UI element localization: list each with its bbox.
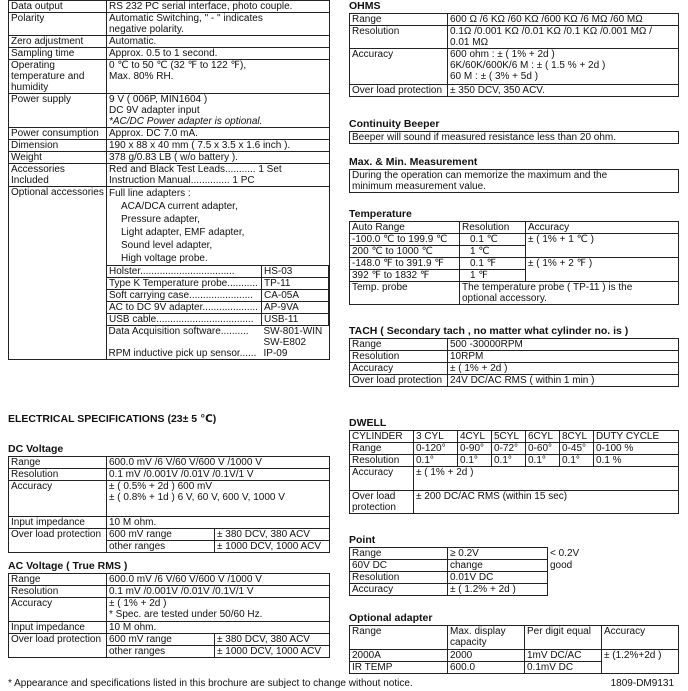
accessory-name: Holster..................................	[107, 266, 262, 278]
ac-range-value: 600.0 mV /6 V/60 V/600 V /1000 V	[107, 574, 330, 586]
spec-value-line: 9 V ( 006P, MIN1604 )	[109, 94, 208, 105]
spec-value	[107, 94, 330, 128]
spec-value	[107, 48, 330, 60]
temp-resolution: 1 ℃	[460, 246, 526, 258]
spec-row	[9, 1, 330, 13]
temperature-section	[349, 208, 679, 305]
general-spec-table	[8, 0, 330, 360]
dwell-range-cell: Range	[350, 443, 414, 455]
temp-range: 200 ℃ to 1000 ℃	[350, 246, 460, 258]
dwell-accuracy-label: Accuracy	[350, 467, 414, 491]
ohms-resolution-line: 0.1Ω /0.001 KΩ /0.01 KΩ /0.1 KΩ /0.001 MΩ /	[450, 26, 652, 37]
tach-range-label: Range	[350, 339, 448, 351]
ohms-overload-label: Over load protection	[350, 85, 448, 97]
temp-resolution: 1 ℉	[460, 270, 526, 282]
dc-input-label: Input impedance	[9, 517, 107, 529]
dwell-title: DWELL	[349, 417, 387, 429]
ohms-table	[349, 13, 679, 97]
continuity-title: Continuity Beeper	[349, 118, 440, 130]
ohms-section	[349, 0, 679, 97]
accessory-code: SW-801-WIN	[263, 326, 323, 337]
ohms-accuracy-label: Accuracy	[350, 49, 448, 85]
dc-voltage-section	[8, 443, 330, 553]
dwell-resolution-cell: 0.1 %	[594, 455, 679, 467]
accessory-items-table	[107, 265, 330, 359]
adapter-header: Max. display capacity	[448, 626, 525, 650]
temp-accuracy: ± ( 1% + 2 ℉ )	[526, 258, 679, 282]
left-column	[8, 0, 330, 657]
spec-row	[9, 152, 330, 164]
minmax-text	[350, 170, 679, 193]
dc-overload-range: 600 mV range	[107, 529, 215, 541]
dc-voltage-table	[8, 456, 330, 553]
ac-input-value: 10 M ohm.	[107, 622, 330, 634]
ohms-resolution-value	[448, 26, 679, 49]
point-60v-change: change	[448, 560, 548, 572]
spec-value	[107, 36, 330, 48]
minmax-table	[349, 169, 679, 193]
tach-overload-value: 24V DC/AC RMS ( within 1 min )	[448, 375, 679, 387]
point-range-hi: ≥ 0.2V	[448, 548, 548, 560]
point-range-lo: < 0.2V	[548, 548, 680, 560]
ac-input-label: Input impedance	[9, 622, 107, 634]
dc-accuracy-label: Accuracy	[9, 481, 107, 517]
tach-accuracy-label: Accuracy	[350, 363, 448, 375]
dwell-resolution-cell: 0.1°	[560, 455, 594, 467]
optional-adapter-section	[349, 612, 679, 674]
dwell-header: 4CYL	[458, 431, 492, 443]
accessory-code: IP-09	[263, 348, 288, 359]
adapter-item: Sound level adapter,	[121, 240, 213, 251]
accessory-code: SW-E802	[263, 337, 307, 348]
dwell-header: 5CYL	[492, 431, 526, 443]
ac-range-label: Range	[9, 574, 107, 586]
tach-resolution-value: 10RPM	[448, 351, 679, 363]
adapter-item: High voltage probe.	[121, 253, 208, 264]
accessory-name: Soft carrying case.......................	[107, 290, 262, 302]
model-code: 1809-DM9131	[610, 678, 674, 689]
ohms-accuracy-line: 600 ohm : ± ( 1% + 2d )	[450, 49, 555, 60]
adapter-item: Light adapter, EMF adapter,	[121, 227, 245, 238]
ac-voltage-title: AC Voltage ( True RMS )	[8, 560, 128, 572]
dwell-resolution-cell: 0.1°	[492, 455, 526, 467]
accessory-item	[107, 266, 329, 278]
point-accuracy-label: Accuracy	[350, 584, 448, 596]
ac-accuracy-line: ± ( 1% + 2d )	[109, 598, 167, 609]
adapter-cell: 0.1mV DC	[525, 662, 602, 674]
temp-probe-line: optional accessory.	[462, 293, 547, 304]
spec-value-line: negative polarity.	[109, 24, 184, 35]
accessory-name: AC to DC 9V adapter....................	[107, 302, 262, 314]
ac-accuracy-value	[107, 598, 330, 622]
ac-voltage-table	[8, 573, 330, 658]
temp-header: Accuracy	[526, 222, 679, 234]
spec-value-line: Approx. 0.5 to 1 second.	[109, 48, 218, 59]
accessory-item	[107, 314, 329, 326]
ohms-accuracy-line: 6K/60K/600K/6 M : ± ( 1.5 % + 2d )	[450, 60, 606, 71]
temp-range: -148.0 ℉ to 391.9 ℉	[350, 258, 460, 270]
spec-value-line: Instruction Manual.............. 1 PC	[109, 175, 255, 186]
dwell-table	[349, 430, 679, 514]
temp-resolution: 0.1 ℃	[460, 234, 526, 246]
electrical-spec-section	[8, 413, 330, 426]
spec-value-line: 190 x 88 x 40 mm ( 7.5 x 3.5 x 1.6 inch ).	[109, 140, 291, 151]
ac-resolution-value: 0.1 mV /0.001V /0.01V /0.1V/1 V	[107, 586, 330, 598]
spec-row	[9, 48, 330, 60]
spec-label: Accessories Included	[9, 164, 107, 187]
accessory-name	[107, 337, 262, 348]
point-resolution-label: Resolution	[350, 572, 448, 584]
temp-range: -100.0 ℃ to 199.9 ℃	[350, 234, 460, 246]
adapter-header: Accuracy	[602, 626, 679, 650]
adapter-item: Pressure adapter,	[121, 214, 200, 225]
adapter-header: Per digit equal	[525, 626, 602, 650]
optional-adapter-title: Optional adapter	[349, 612, 433, 624]
spec-label: Sampling time	[9, 48, 107, 60]
accessory-item	[107, 326, 329, 338]
dc-overload-label: Over load protection	[9, 529, 107, 553]
minmax-section	[349, 156, 679, 193]
spec-label: Power consumption	[9, 128, 107, 140]
dwell-accuracy-value: ± ( 1% + 2d )	[414, 467, 679, 491]
optional-adapter-table	[349, 625, 679, 674]
dwell-range-cell: 0-90°	[458, 443, 492, 455]
dc-voltage-title: DC Voltage	[8, 443, 64, 455]
accessory-item	[107, 302, 329, 314]
tach-overload-label: Over load protection	[350, 375, 448, 387]
spec-value-line: Red and Black Test Leads........... 1 Set	[109, 164, 282, 175]
accessory-item	[107, 348, 329, 359]
temp-range: 392 ℉ to 1832 ℉	[350, 270, 460, 282]
spec-value-line: Approx. DC 7.0 mA.	[109, 128, 198, 139]
spec-row	[9, 94, 330, 128]
optional-accessories-value	[107, 187, 330, 360]
point-section	[349, 534, 679, 596]
ohms-range-value: 600 Ω /6 KΩ /60 KΩ /600 KΩ /6 MΩ /60 MΩ	[448, 14, 679, 26]
accessory-item	[107, 290, 329, 302]
continuity-text: Beeper will sound if measured resistance less than 20 ohm.	[350, 132, 679, 144]
spec-value-line: 0 ℃ to 50 ℃ (32 ℉ to 122 ℉),	[109, 60, 247, 71]
minmax-title: Max. & Min. Measurement	[349, 156, 478, 168]
ohms-accuracy-value	[448, 49, 679, 85]
spec-value	[107, 152, 330, 164]
ac-overload-range: 600 mV range	[107, 634, 215, 646]
ac-overload-value: ± 380 DCV, 380 ACV	[215, 634, 330, 646]
ohms-overload-value: ± 350 DCV, 350 ACV.	[448, 85, 679, 97]
spec-value	[107, 140, 330, 152]
spec-value	[107, 1, 330, 13]
temp-probe-label: Temp. probe	[350, 282, 460, 305]
adapter-item: ACA/DCA current adapter,	[121, 201, 238, 212]
accessory-code: HS-03	[262, 266, 329, 278]
adapter-cell: 600.0	[448, 662, 525, 674]
temp-resolution: 0.1 ℉	[460, 258, 526, 270]
ohms-accuracy-line: 60 M : ± ( 3% + 5d )	[450, 71, 539, 82]
dc-overload-value: ± 380 DCV, 380 ACV	[215, 529, 330, 541]
accessory-code: CA-05A	[262, 290, 329, 302]
spec-row	[9, 128, 330, 140]
dc-input-value: 10 M ohm.	[107, 517, 330, 529]
accessory-name: USB cable...................................	[107, 314, 262, 326]
ac-overload-label: Over load protection	[9, 634, 107, 658]
spec-row	[9, 60, 330, 94]
dc-range-label: Range	[9, 457, 107, 469]
temp-header: Auto Range	[350, 222, 460, 234]
spec-label: Polarity	[9, 13, 107, 36]
electrical-title: ELECTRICAL SPECIFICATIONS (23± 5 ℃)	[8, 413, 217, 425]
spec-value	[107, 164, 330, 187]
point-60v-label: 60V DC	[350, 560, 448, 572]
point-resolution-value: 0.01V DC	[448, 572, 548, 584]
adapter-cell: 2000	[448, 650, 525, 662]
spec-label: Operating temperature and humidity	[9, 60, 107, 94]
point-table	[349, 547, 679, 596]
spec-value-line: Automatic Switching, " - " indicates	[109, 13, 263, 24]
temp-probe-line: The temperature probe ( TP-11 ) is the	[462, 282, 633, 293]
dc-accuracy-line: ± ( 0.8% + 1d ) 6 V, 60 V, 600 V, 1000 V	[109, 492, 285, 503]
dc-resolution-value: 0.1 mV /0.001V /0.01V /0.1V/1 V	[107, 469, 330, 481]
temp-accuracy: ± ( 1% + 1 ℃ )	[526, 234, 679, 258]
dwell-resolution-cell: 0.1°	[458, 455, 492, 467]
adapter-cell: 2000A	[350, 650, 448, 662]
dc-accuracy-line: ± ( 0.5% + 2d ) 600 mV	[109, 481, 213, 492]
dc-resolution-label: Resolution	[9, 469, 107, 481]
temp-header: Resolution	[460, 222, 526, 234]
spec-value-line: Max. 80% RH.	[109, 71, 174, 82]
tach-range-value: 500 -30000RPM	[448, 339, 679, 351]
spec-value	[107, 13, 330, 36]
spec-value	[107, 60, 330, 94]
dwell-range-cell: 0-45°	[560, 443, 594, 455]
spec-label: Zero adjustment	[9, 36, 107, 48]
dwell-header: 8CYL	[560, 431, 594, 443]
ac-overload-value: ± 1000 DCV, 1000 ACV	[215, 646, 330, 658]
dc-overload-value: ± 1000 DCV, 1000 ACV	[215, 541, 330, 553]
point-range-label: Range	[350, 548, 448, 560]
dwell-header: 3 CYL	[414, 431, 458, 443]
accessory-name: Type K Temperature probe...........	[107, 278, 262, 290]
dwell-overload-value: ± 200 DC/AC RMS (within 15 sec)	[414, 491, 679, 514]
spec-label: Data output	[9, 1, 107, 13]
dc-overload-range: other ranges	[107, 541, 215, 553]
optional-accessories-label: Optional accessories	[9, 187, 107, 360]
optional-accessories-row	[9, 187, 330, 360]
spec-label: Weight	[9, 152, 107, 164]
dwell-resolution-cell: Resolution	[350, 455, 414, 467]
dc-accuracy-value	[107, 481, 330, 517]
dwell-section	[349, 417, 679, 514]
spec-value-line: RS 232 PC serial interface, photo couple.	[109, 1, 293, 12]
accessory-code: USB-11	[262, 314, 329, 326]
temperature-title: Temperature	[349, 208, 412, 220]
temperature-table	[349, 221, 679, 305]
adapter-cell: IR TEMP	[350, 662, 448, 674]
ac-voltage-section	[8, 560, 330, 658]
spec-label: Dimension	[9, 140, 107, 152]
tach-title: TACH ( Secondary tach , no matter what cylinder no. is )	[349, 325, 629, 337]
point-accuracy-value: ± ( 1.2% + 2d )	[448, 584, 548, 596]
continuity-section	[349, 118, 679, 144]
ac-overload-range: other ranges	[107, 646, 215, 658]
accessory-name: RPM inductive pick up sensor......	[108, 348, 257, 359]
adapter-header: Range	[350, 626, 448, 650]
spec-value-line: DC 9V adapter input	[109, 105, 200, 116]
continuity-table	[349, 131, 679, 144]
spec-value-line: *AC/DC Power adapter is optional.	[109, 116, 263, 127]
dwell-range-cell: 0-100 %	[594, 443, 679, 455]
footer-note: * Appearance and specifications listed in this brochure are subject to change without notice.	[8, 678, 413, 689]
accessory-name: Data Acquisition software..........	[108, 326, 249, 337]
temp-probe-text	[460, 282, 679, 305]
dwell-range-cell: 0-120°	[414, 443, 458, 455]
tach-section	[349, 325, 679, 387]
spec-row	[9, 36, 330, 48]
accessory-item	[107, 278, 329, 290]
minmax-line: minimum measurement value.	[352, 181, 486, 192]
adapter-cell: ± (1.2%+2d )	[602, 650, 679, 674]
dwell-header: DUTY CYCLE	[594, 431, 679, 443]
spec-value-line: 378 g/0.83 LB ( w/o battery ).	[109, 152, 238, 163]
tach-table	[349, 338, 679, 387]
ac-accuracy-label: Accuracy	[9, 598, 107, 622]
dwell-range-cell: 0-60°	[526, 443, 560, 455]
dwell-header: CYLINDER	[350, 431, 414, 443]
accessory-code: TP-11	[262, 278, 329, 290]
spec-row	[9, 164, 330, 187]
adapter-cell: 1mV DC/AC	[525, 650, 602, 662]
dwell-range-cell: 0-72°	[492, 443, 526, 455]
spec-value-line: Automatic.	[109, 36, 157, 47]
ohms-range-label: Range	[350, 14, 448, 26]
accessory-code: AP-9VA	[262, 302, 329, 314]
dwell-overload-label: Over load protection	[350, 491, 414, 514]
spec-label: Power supply	[9, 94, 107, 128]
tach-accuracy-value: ± ( 1% + 2d )	[448, 363, 679, 375]
ohms-resolution-label: Resolution	[350, 26, 448, 49]
spec-row	[9, 140, 330, 152]
point-title: Point	[349, 534, 376, 546]
ac-resolution-label: Resolution	[9, 586, 107, 598]
dwell-resolution-cell: 0.1°	[414, 455, 458, 467]
accessory-item	[107, 337, 329, 348]
dwell-resolution-cell: 0.1°	[526, 455, 560, 467]
spec-row	[9, 13, 330, 36]
dc-range-value: 600.0 mV /6 V/60 V/600 V /1000 V	[107, 457, 330, 469]
tach-resolution-label: Resolution	[350, 351, 448, 363]
ac-accuracy-line: * Spec. are tested under 50/60 Hz.	[109, 609, 263, 620]
dwell-header: 6CYL	[526, 431, 560, 443]
point-60v-good: good	[548, 560, 680, 572]
ohms-resolution-line: 0.01 MΩ	[450, 37, 489, 48]
adapters-intro: Full line adapters :	[109, 188, 191, 199]
ohms-title: OHMS	[349, 0, 381, 12]
spec-value	[107, 128, 330, 140]
minmax-line: During the operation can memorize the maximum and the	[352, 170, 608, 181]
